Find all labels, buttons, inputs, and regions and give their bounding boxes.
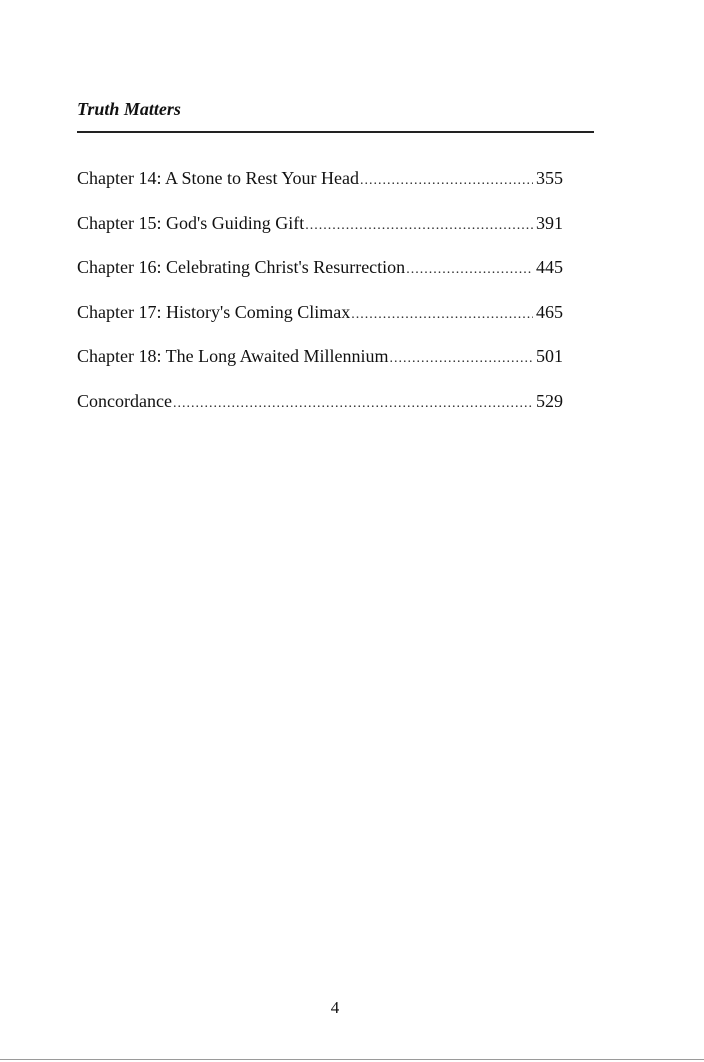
toc-entry-chapter-16[interactable] — [77, 255, 563, 300]
toc-entry-chapter-14[interactable] — [77, 166, 563, 211]
toc-entry-title: Chapter 17: History's Coming Climax — [77, 301, 351, 322]
page-bottom-border — [0, 1059, 704, 1060]
toc-entry-chapter-18[interactable] — [77, 344, 563, 389]
dot-leader — [173, 392, 533, 416]
dot-leader — [305, 214, 533, 238]
running-header-title: Truth Matters — [77, 99, 181, 119]
dot-leader — [360, 169, 533, 193]
dot-leader — [351, 303, 533, 327]
toc-entry-title: Chapter 14: A Stone to Rest Your Head — [77, 168, 359, 188]
dot-leader — [406, 258, 533, 282]
toc-entry-chapter-17[interactable] — [77, 300, 563, 345]
toc-entry-title: Chapter 15: God's Guiding Gift — [77, 212, 305, 233]
toc-entry-title: Chapter 16: Celebrating Christ's Resurrection — [77, 257, 406, 278]
page-number: 4 — [330, 998, 340, 1017]
toc-entry-chapter-15[interactable] — [77, 211, 563, 256]
toc-entry-page: 355 — [536, 168, 563, 188]
dot-leader — [389, 347, 533, 371]
toc-entry-page: 391 — [536, 212, 563, 233]
toc-entry-page: 501 — [536, 346, 563, 367]
toc-entry-page: 465 — [536, 301, 563, 322]
toc-entry-concordance[interactable] — [77, 389, 563, 434]
toc-entry-title: Concordance — [77, 390, 172, 411]
toc-entry-page: 529 — [536, 390, 563, 411]
toc-entry-page: 445 — [536, 257, 563, 278]
toc-entry-title: Chapter 18: The Long Awaited Millennium — [77, 346, 389, 367]
table-of-contents — [77, 166, 563, 434]
header-rule — [77, 131, 594, 133]
